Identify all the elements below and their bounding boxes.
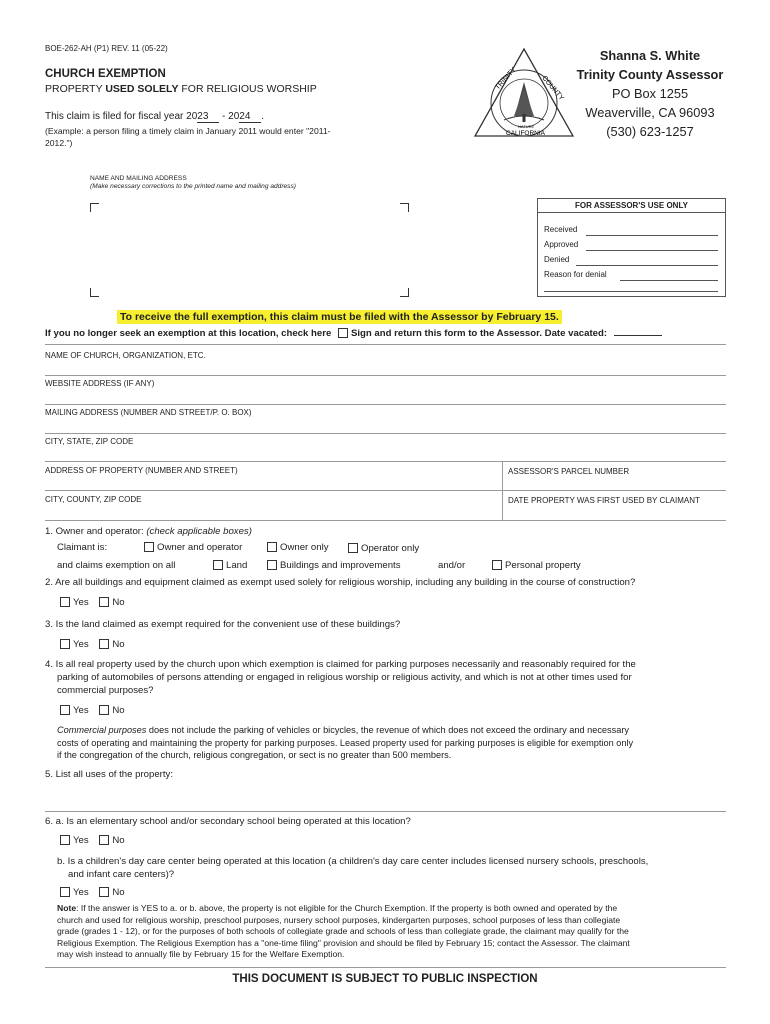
assessor-reason-line-2[interactable] — [544, 291, 718, 292]
assessor-use-box — [537, 198, 726, 297]
vacated-checkbox[interactable] — [338, 328, 348, 338]
first-used-date-field[interactable] — [508, 505, 726, 519]
rule — [45, 433, 726, 434]
website-label: WEBSITE ADDRESS (IF ANY) — [45, 379, 155, 388]
fiscal-year-line: This claim is filed for fiscal year 2023 - 2024 . — [45, 111, 265, 122]
buildings-checkbox[interactable] — [267, 560, 277, 570]
church-name-label: NAME OF CHURCH, ORGANIZATION, ETC. — [45, 351, 206, 360]
date-vacated-field[interactable] — [614, 335, 662, 336]
seal-text-small: NATURE — [518, 124, 535, 129]
rule — [45, 490, 726, 491]
personal-property-checkbox[interactable] — [492, 560, 502, 570]
assessor-received-line[interactable] — [586, 235, 718, 236]
mailing-block-label: NAME AND MAILING ADDRESS — [90, 175, 187, 182]
assessor-received-label: Received — [544, 225, 578, 234]
assessor-po-box: PO Box 1255 — [611, 86, 689, 101]
rule — [45, 520, 726, 521]
church-name-field[interactable] — [45, 360, 726, 374]
website-field[interactable] — [45, 389, 726, 403]
county-seal-icon — [472, 46, 576, 142]
q1-label: 1. Owner and operator: (check applicable boxes) — [45, 526, 252, 537]
q3-no-label: No — [112, 639, 125, 650]
q6a-label: 6. a. Is an elementary school and/or secondary school being operated at this location? — [45, 816, 411, 827]
public-inspection-footer: THIS DOCUMENT IS SUBJECT TO PUBLIC INSPECTION — [232, 973, 538, 985]
assessor-approved-line[interactable] — [586, 250, 718, 251]
rule — [45, 375, 726, 376]
deadline-banner: To receive the full exemption, this claim must be filed with the Assessor by February 15. — [117, 310, 562, 324]
personal-property-option[interactable]: Personal property — [492, 560, 581, 571]
mailing-address-label: MAILING ADDRESS (NUMBER AND STREET/P. O. BOX) — [45, 408, 252, 417]
rule — [45, 344, 726, 345]
q5-label: 5. List all uses of the property: — [45, 769, 173, 780]
owner-only-option[interactable]: Owner only — [267, 542, 329, 553]
q3-label: 3. Is the land claimed as exempt required for the convenient use of these buildings? — [45, 619, 401, 630]
q3-no-checkbox[interactable] — [99, 639, 109, 649]
assessor-approved-label: Approved — [544, 240, 579, 249]
first-used-date-label: DATE PROPERTY WAS FIRST USED BY CLAIMANT — [508, 496, 700, 505]
form-title: CHURCH EXEMPTION — [45, 68, 166, 80]
assessor-name: Shanna S. White — [599, 48, 701, 63]
form-id: BOE-262-AH (P1) REV. 11 (05-22) — [45, 44, 168, 53]
city-state-zip-field[interactable] — [45, 447, 726, 461]
q6b-yes-checkbox[interactable] — [60, 887, 70, 897]
claims-on-all-label: and claims exemption on all — [57, 560, 176, 571]
assessor-reason-label: Reason for denial — [544, 270, 607, 279]
seal-text-top: TRINITY — [494, 66, 518, 92]
assessor-denied-label: Denied — [544, 255, 570, 264]
parcel-number-field[interactable] — [508, 476, 726, 490]
operator-only-option[interactable]: Operator only — [348, 543, 419, 554]
assessor-phone: (530) 623-1257 — [606, 124, 694, 139]
operator-only-checkbox[interactable] — [348, 543, 358, 553]
city-state-zip-label: CITY, STATE, ZIP CODE — [45, 437, 134, 446]
column-divider — [502, 461, 503, 520]
buildings-option[interactable]: Buildings and improvements — [267, 560, 401, 571]
property-uses-field[interactable] — [45, 782, 726, 810]
q4-yes-checkbox[interactable] — [60, 705, 70, 715]
rule — [45, 811, 726, 812]
q2-yes-label: Yes — [73, 597, 89, 608]
owner-and-operator-checkbox[interactable] — [144, 542, 154, 552]
rule — [45, 404, 726, 405]
q3-answers — [60, 639, 125, 650]
assessor-use-header: FOR ASSESSOR'S USE ONLY — [538, 199, 725, 213]
q4-no-checkbox[interactable] — [99, 705, 109, 715]
land-option[interactable]: Land — [213, 560, 247, 571]
mailing-address-window[interactable] — [90, 203, 408, 296]
q6a-no-checkbox[interactable] — [99, 835, 109, 845]
fiscal-year-to-field[interactable]: 24 — [239, 111, 261, 123]
eligibility-note: Note: If the answer is YES to a. or b. above, the property is not eligible for the Church Exemption. If the property is both owned and operated by the church and used for religious worship, preschool purposes, nursery school purposes, kindergarten purposes, school purposes of less than collegiate grade (grades 1 - 12), or for the purposes of both schools of collegiate grade and schools of less than collegiate grade, the claimant may qualify for the Religious Exemption. The Religious Exemption has a "one-time filing" provision and should be filed by February 15; contact the Assessor. The claimant may wish instead to annually file by February 15 for the Welfare Exemption. — [57, 903, 630, 960]
q6a-answers — [60, 835, 125, 846]
rule — [45, 967, 726, 968]
seal-text-bottom: CALIFORNIA — [506, 130, 546, 137]
property-address-label: ADDRESS OF PROPERTY (NUMBER AND STREET) — [45, 466, 238, 475]
example-note: (Example: a person filing a timely claim in January 2011 would enter "2011-2012.") — [45, 126, 331, 148]
owner-only-checkbox[interactable] — [267, 542, 277, 552]
and-or-label: and/or — [438, 560, 466, 571]
q2-label: 2. Are all buildings and equipment claimed as exempt used solely for religious worship, including any building in the course of construction? — [45, 577, 636, 588]
q4-no-label: No — [112, 705, 125, 716]
q6b-answers — [60, 887, 125, 898]
parcel-number-label: ASSESSOR'S PARCEL NUMBER — [508, 467, 630, 476]
assessor-denied-line[interactable] — [576, 265, 718, 266]
assessor-reason-line[interactable] — [620, 280, 718, 281]
owner-and-operator-option[interactable]: Owner and operator — [144, 542, 242, 553]
form-subtitle: PROPERTY USED SOLELY FOR RELIGIOUS WORSHIP — [45, 83, 317, 95]
assessor-contact — [565, 46, 735, 141]
commercial-purposes-note: Commercial purposes does not include the parking of vehicles or bicycles, the revenue of which does not exceed the ordinary and necessary costs of operating and maintaining the property for parking purposes. Leased property used for parking purposes is eligible for exemption only if the congregation of the church, religious congregation, or sect is no greater than 500 members. — [57, 725, 634, 760]
city-county-zip-field[interactable] — [45, 505, 500, 519]
claimant-is-label: Claimant is: — [57, 542, 108, 553]
land-checkbox[interactable] — [213, 560, 223, 570]
q4-answers — [60, 705, 125, 716]
vacate-line: If you no longer seek an exemption at this location, check here Sign and return this form to the Assessor. Date vacated: — [45, 328, 662, 339]
q6b-no-checkbox[interactable] — [99, 887, 109, 897]
q6b-yes-label: Yes — [73, 887, 89, 898]
mailing-block-note: (Make necessary corrections to the printed name and mailing address) — [90, 183, 296, 190]
rule — [45, 461, 726, 462]
mailing-address-field[interactable] — [45, 418, 726, 432]
fiscal-year-from-field[interactable]: 23 — [197, 111, 219, 123]
q2-no-label: No — [112, 597, 125, 608]
q6b-no-label: No — [112, 887, 125, 898]
q3-yes-checkbox[interactable] — [60, 639, 70, 649]
q2-no-checkbox[interactable] — [99, 597, 109, 607]
seal-text-right: COUNTY — [540, 74, 565, 102]
q4-label: 4. Is all real property used by the church upon which exemption is claimed for parking purposes necessarily and reasonably required for the parking of automobiles of persons attending or engaged in religious worship or religious activity, and which is not at other times used for commercial purposes? — [45, 659, 636, 696]
q6a-no-label: No — [112, 835, 125, 846]
property-address-field[interactable] — [45, 476, 500, 490]
q6a-yes-label: Yes — [73, 835, 89, 846]
assessor-title: Trinity County Assessor — [576, 67, 724, 82]
city-county-zip-label: CITY, COUNTY, ZIP CODE — [45, 495, 142, 504]
q3-yes-label: Yes — [73, 639, 89, 650]
assessor-city: Weaverville, CA 96093 — [585, 105, 715, 120]
q4-yes-label: Yes — [73, 705, 89, 716]
q6b-label: b. Is a children's day care center being operated at this location (a children's day care center includes licensed nursery schools, preschools, and infant care centers)? — [57, 856, 649, 880]
q6a-yes-checkbox[interactable] — [60, 835, 70, 845]
q2-yes-checkbox[interactable] — [60, 597, 70, 607]
q2-answers — [60, 597, 125, 608]
